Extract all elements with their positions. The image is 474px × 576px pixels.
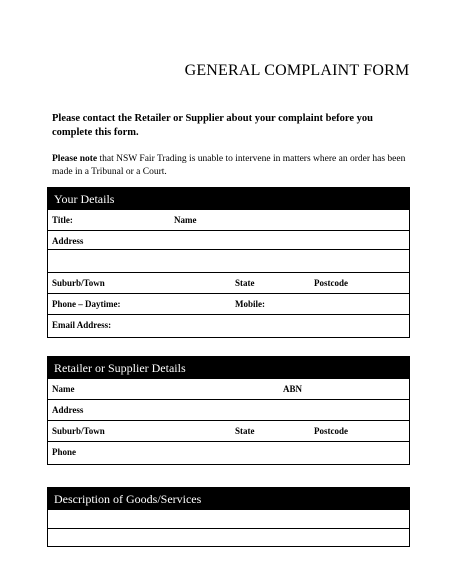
row-title-name [48, 210, 409, 230]
row-retailer-suburb [48, 420, 409, 441]
suburb-label: Suburb/Town [52, 278, 105, 288]
retailer-address-label: Address [52, 405, 84, 415]
postcode-label: Postcode [314, 278, 348, 288]
row-goods-1[interactable] [48, 510, 409, 528]
title-label: Title: [52, 215, 73, 225]
section-header-goods: Description of Goods/Services [48, 488, 409, 510]
row-retailer-name [48, 379, 409, 399]
your-details-section [47, 187, 410, 338]
retailer-phone-label: Phone [52, 447, 77, 457]
note-text: that NSW Fair Trading is unable to intervene in matters where an order has been made in a Tribunal or a Court. [52, 154, 406, 177]
retailer-name-label: Name [52, 384, 75, 394]
row-goods-2[interactable] [48, 528, 409, 547]
row-address-cont[interactable] [48, 249, 409, 272]
mobile-label: Mobile: [235, 299, 265, 309]
intro-note [52, 153, 412, 179]
row-suburb [48, 272, 409, 293]
row-retailer-address [48, 399, 409, 420]
retailer-state-label: State [235, 426, 255, 436]
row-email [48, 314, 409, 337]
row-phone [48, 293, 409, 314]
retailer-suburb-label: Suburb/Town [52, 426, 105, 436]
abn-label: ABN [283, 384, 303, 394]
intro-instruction: Please contact the Retailer or Supplier about your complaint before you complete this form. [52, 113, 374, 138]
state-label: State [235, 278, 255, 288]
phone-daytime-label: Phone – Daytime: [52, 299, 121, 309]
retailer-postcode-label: Postcode [314, 426, 348, 436]
goods-services-section [47, 487, 410, 547]
section-header-your-details: Your Details [48, 188, 409, 210]
section-header-retailer: Retailer or Supplier Details [48, 357, 409, 379]
email-label: Email Address: [52, 320, 112, 330]
row-address [48, 230, 409, 249]
address-label: Address [52, 236, 84, 246]
page-title: GENERAL COMPLAINT FORM [184, 62, 410, 79]
retailer-details-section [47, 356, 410, 465]
name-label: Name [174, 215, 197, 225]
row-retailer-phone [48, 441, 409, 464]
note-label: Please note [52, 154, 98, 164]
